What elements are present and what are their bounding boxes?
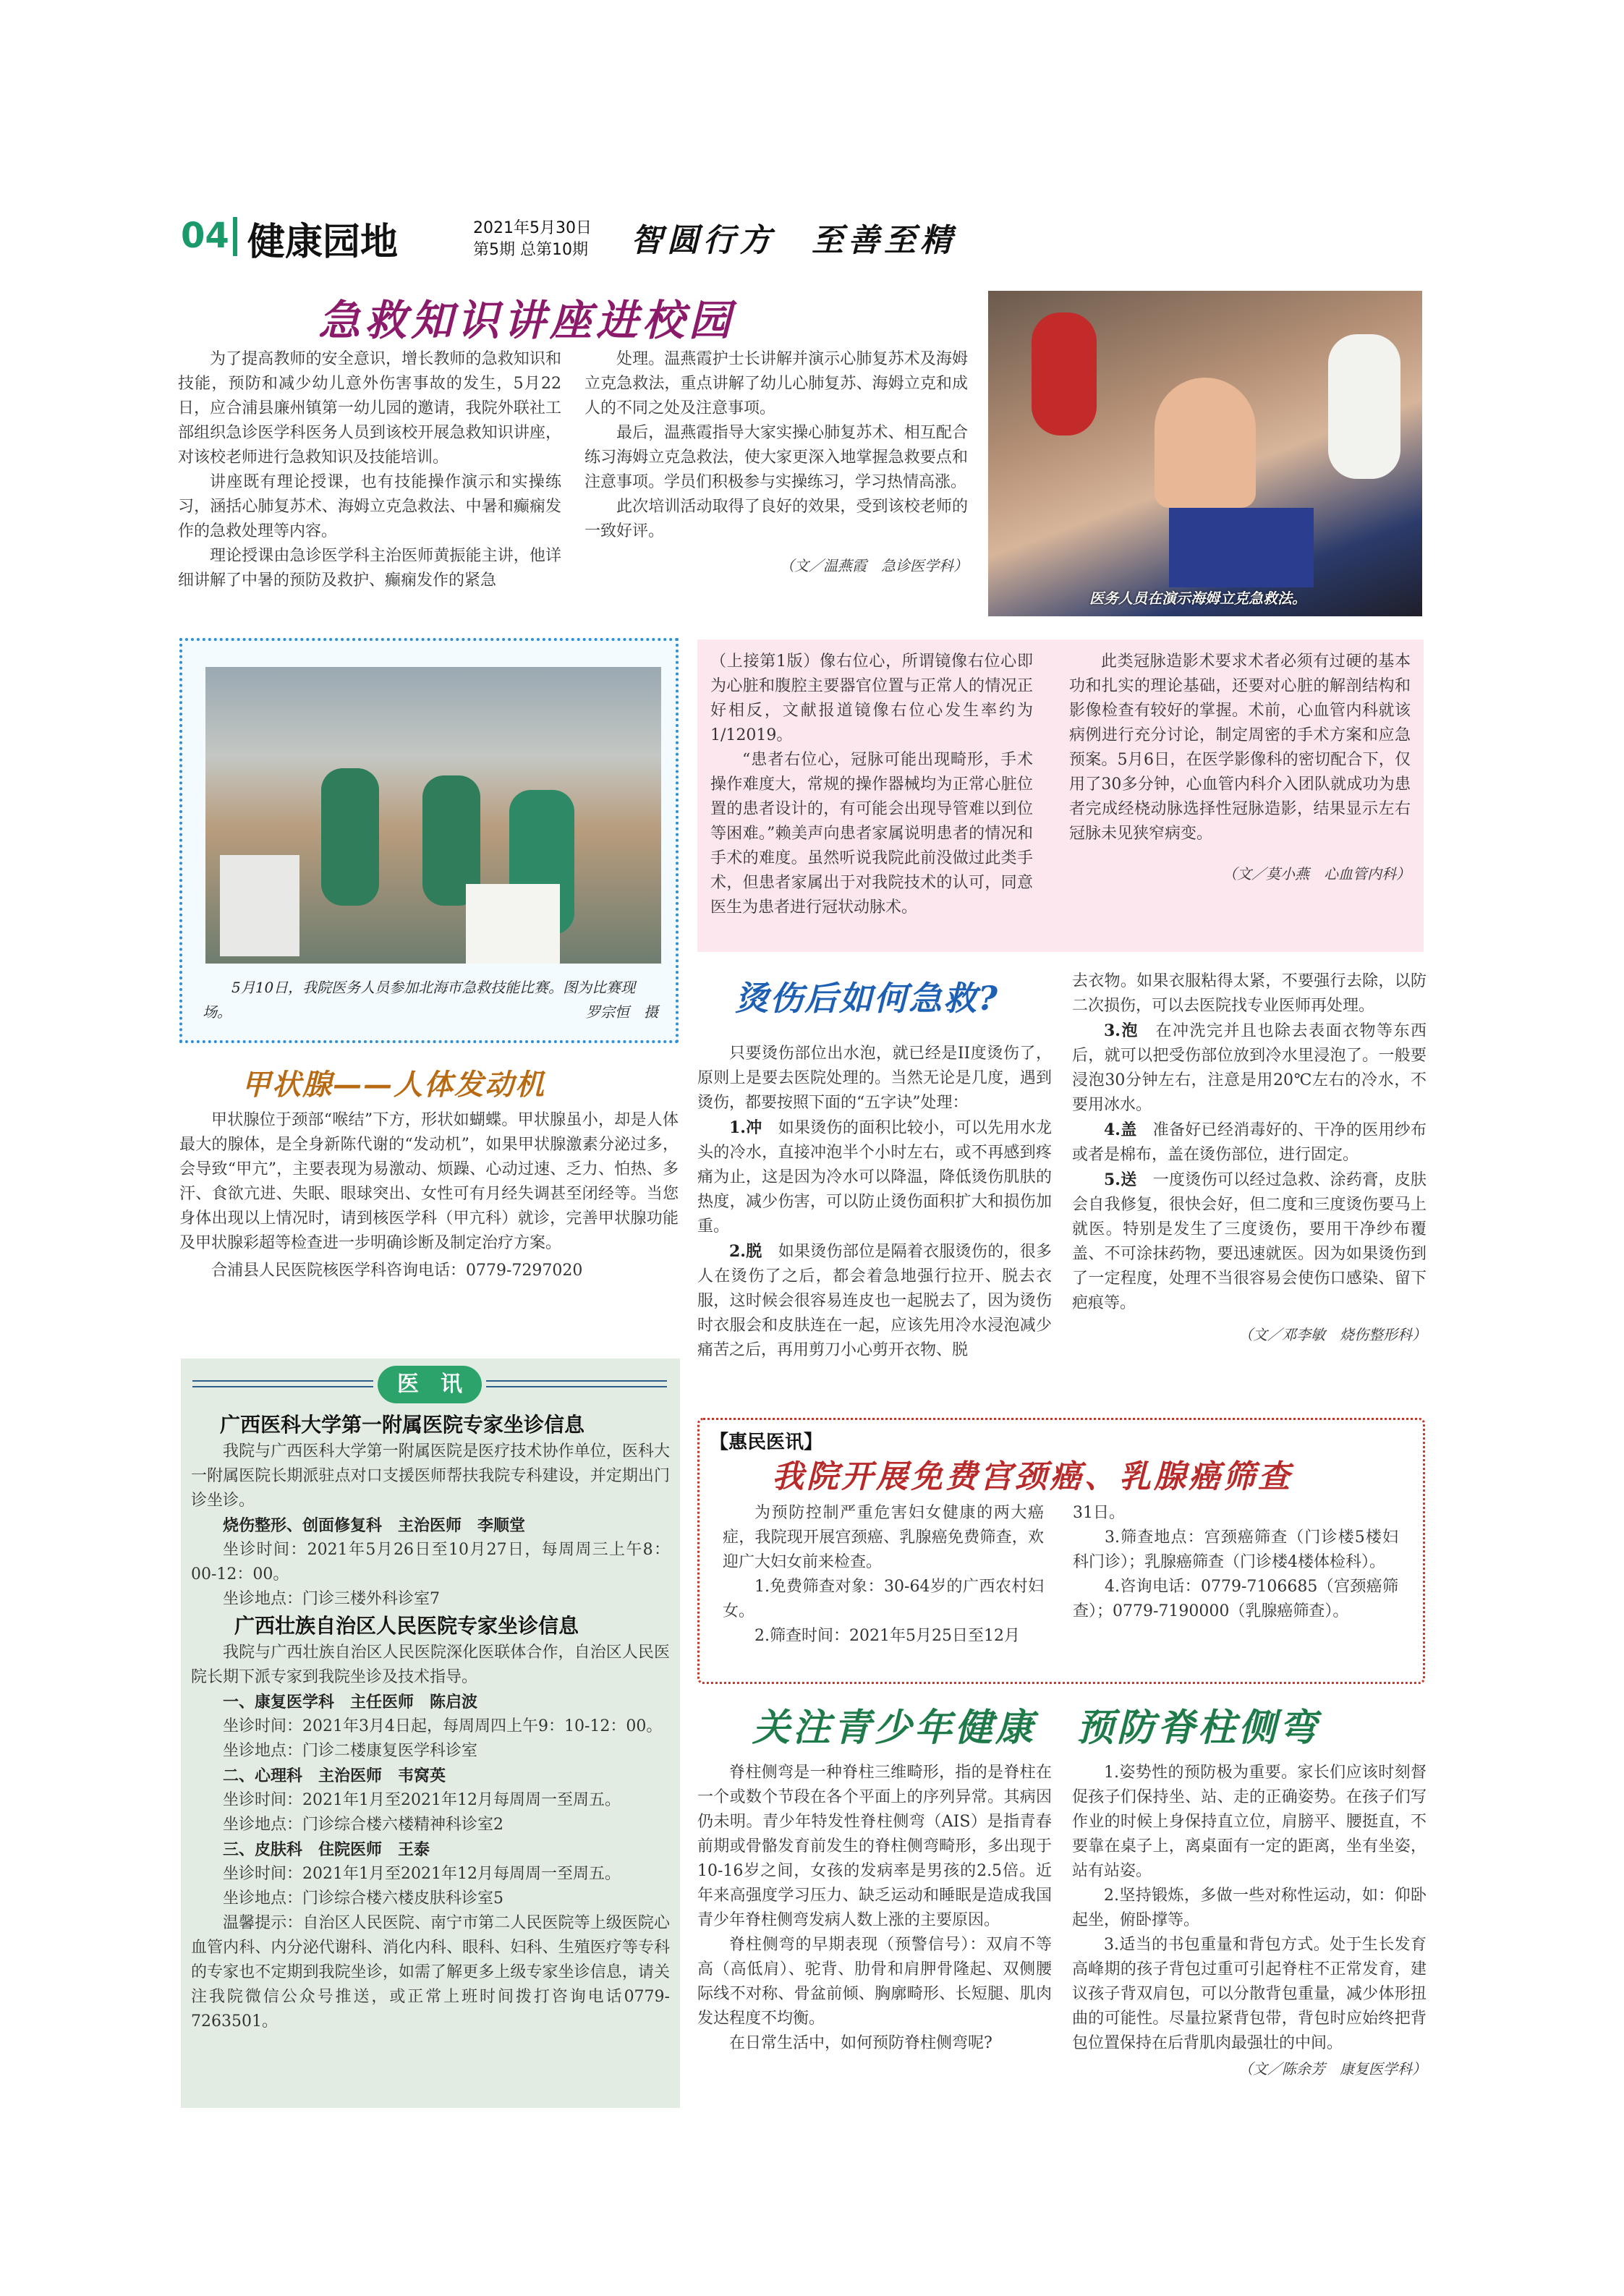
burn-step-text: 一度烫伤可以经过急救、涂药膏，皮肤会自我修复，很快会好，但二度和三度烫伤要马上就医。特别是发生了三度烫伤，要用干净纱布覆盖、不可涂抹药物，要迅速就医。因为如果烫伤到了一定程度，处理不当很容易会使伤口感染、留下疤痕等。 <box>1072 1171 1427 1312</box>
paragraph: 4.咨询电话：0779-7106685（宫颈癌筛查）；0779-7190000（乳腺癌筛查）。 <box>1073 1578 1398 1620</box>
news-location: 坐诊地点：门诊二楼康复医学科诊室 <box>223 1742 478 1760</box>
photo-competition <box>205 667 661 964</box>
continued-col1 <box>710 650 1033 920</box>
news-location: 坐诊地点：门诊三楼外科诊室7 <box>223 1590 440 1608</box>
article-spine-col1 <box>697 1761 1052 2056</box>
paragraph: 处理。温燕霞护士长讲解并演示心肺复苏术及海姆立克急救法，重点讲解了幼儿心肺复苏、海姆立克和成人的不同之处及注意事项。 <box>584 350 968 417</box>
news-rule-right <box>486 1380 667 1387</box>
paragraph: 理论授课由急诊医学科主治医师黄振能主讲，他详细讲解了中暑的预防及救护、癫痫发作的紧急 <box>178 547 561 590</box>
article-title-burn: 烫伤后如何急救? <box>735 979 999 1018</box>
news-location: 坐诊地点：门诊综合楼六楼皮肤科诊室5 <box>223 1889 503 1908</box>
burn-para-text: 只要烫伤部位出水泡，就已经是II度烫伤了，原则上是要去医院处理的。当然无论是几度，遇到烫伤，都要按照下面的“五字诀”处理： <box>697 1045 1052 1112</box>
screening-col2 <box>1073 1501 1398 1624</box>
burn-step-label: 4.盖 <box>1104 1121 1137 1139</box>
paragraph <box>1072 1168 1427 1316</box>
header-slogan: 智圆行方 至善至精 <box>631 222 956 259</box>
header-date: 2021年5月30日 <box>473 219 592 237</box>
paragraph: “患者右位心，冠脉可能出现畸形，手术操作难度大，常规的操作器械均为正常心脏位置的患者设计的，有可能会出现导管难以到位等困难。”赖美声向患者家属说明患者的情况和手术的难度。虽然听说我院此前没做过此类手术，但患者家属出于对我院技术的认可，同意医生为患者进行冠状动脉术。 <box>710 751 1033 917</box>
paragraph <box>1072 1118 1427 1168</box>
news-box <box>181 1359 680 2108</box>
article-spine-col2 <box>1072 1761 1427 2078</box>
paragraph: 2.筛查时间：2021年5月25日至12月 <box>754 1627 1020 1645</box>
news-rule-left <box>192 1380 373 1387</box>
news-time: 坐诊时间：2021年3月4日起，每周周四上午9：10-12：00。 <box>223 1717 663 1735</box>
burn-step-text: 在冲洗完并且也除去表面衣物等东西后，就可以把受伤部位放到冷水里浸泡了。一般要浸泡30分钟左右，注意是用20℃左右的冷水，不要用冰水。 <box>1072 1022 1427 1114</box>
photo-equipment <box>466 884 560 964</box>
paragraph: 1.姿势性的预防极为重要。家长们应该时刻督促孩子们保持坐、站、走的正确姿势。在孩子们写作业的时候上身保持直立位，肩膀平、腰挺直，不要靠在桌子上，离桌面有一定的距离，坐有坐姿，站有站姿。 <box>1072 1764 1427 1880</box>
paragraph <box>697 1239 1052 1363</box>
paragraph: 在日常生活中，如何预防脊柱侧弯呢? <box>729 2034 992 2052</box>
news-location: 坐诊地点：门诊综合楼六楼精神科诊室2 <box>223 1816 503 1834</box>
burn-step-label: 3.泡 <box>1104 1021 1139 1040</box>
burn-step-text: 准备好已经消毒好的、干净的医用纱布或者是棉布，盖在烫伤部位，进行固定。 <box>1072 1121 1427 1164</box>
paragraph: 脊柱侧弯的早期表现（预警信号）：双肩不等高（高低肩）、驼背、肋骨和肩胛骨隆起、双侧腰际线不对称、骨盆前倾、胸廓畸形、长短腿、肌肉发达程度不均衡。 <box>697 1936 1052 2028</box>
paragraph: 3.适当的书包重量和背包方式。处于生长发育高峰期的孩子背包过重可引起脊柱不正常发育，建议孩子背双肩包，可以分散背包重量，减少体形扭曲的可能性。尽量拉紧背包带，背包时应始终把背包位置保持在后背肌肉最强壮的中间。 <box>1072 1936 1427 2052</box>
news-time: 坐诊时间：2021年5月26日至10月27日，每周周三上午8：00-12：00。 <box>191 1541 670 1583</box>
news-tip: 温馨提示：自治区人民医院、南宁市第二人民医院等上级医院心血管内科、内分泌代谢科、消化内科、眼科、妇科、生殖医疗等专科的专家也不定期到我院坐诊，如需了解更多上级专家坐诊信息，请关注我院微信公众号推送，或正常上班时间拨打咨询电话0779-7263501。 <box>191 1914 670 2031</box>
news-doctor: 烧伤整形、创面修复科 主治医师 李顺堂 <box>223 1516 526 1535</box>
paragraph: 此类冠脉造影术要求术者必须有过硬的基本功和扎实的理论基础，还要对心脏的解剖结构和影像检查有较好的掌握。术前，心血管内科就该病例进行充分讨论，制定周密的手术方案和应急预案。5月6日，在医学影像科的密切配合下，仅用了30多分钟，心血管内科介入团队就成功为患者完成经桡动脉选择性冠脉造影，结果显示左右冠脉未见狭窄病变。 <box>1069 652 1411 843</box>
photo-person <box>321 768 379 906</box>
photo-author: 罗宗恒 摄 <box>586 1003 658 1021</box>
header-divider <box>233 217 237 256</box>
burn-step-text: 如果烫伤的面积比较小，可以先用水龙头的冷水，直接冲泡半个小时左右，或不再感到疼痛为止，这是因为冷水可以降温，降低烫伤肌肤的热度，减少伤害，可以防止烫伤面积扩大和损伤加重。 <box>697 1119 1052 1236</box>
screening-tag: 【惠民医讯】 <box>710 1432 823 1453</box>
continued-article-box <box>697 639 1424 952</box>
caption-text: 5月10日，我院医务人员参加北海市急救技能比赛。图为比赛现场。 <box>203 979 636 1021</box>
news-heading: 广西壮族自治区人民医院专家坐诊信息 <box>234 1614 579 1638</box>
paragraph: 脊柱侧弯是一种脊柱三维畸形，指的是脊柱在一个或数个节段在各个平面上的序列异常。其病因仍未明。青少年特发性脊柱侧弯（AIS）是指青春前期或骨骼发育前发生的脊柱侧弯畸形，多出现于10-16岁之间，女孩的发病率是男孩的2.5倍。近年来高强度学习压力、缺乏运动和睡眠是造成我国青少年脊柱侧弯发病人数上涨的主要原因。 <box>697 1764 1052 1929</box>
photo-person <box>1328 334 1400 479</box>
photo-caption: 医务人员在演示海姆立克急救法。 <box>1089 590 1306 607</box>
burn-step-text: 如果烫伤部位是隔着衣服烫伤的，很多人在烫伤了之后，都会着急地强行拉开、脱去衣服，这时候会很容易连皮也一起脱去了，因为烫伤时衣服会和皮肤连在一起，应该先用冷水浸泡减少痛苦之后，再用剪刀小心剪开衣物、脱 <box>697 1243 1052 1359</box>
screening-title: 我院开展免费宫颈癌、乳腺癌筛查 <box>772 1458 1293 1495</box>
photo-figure <box>1155 378 1256 508</box>
article-title-first-aid: 急救知识讲座进校园 <box>318 296 736 345</box>
photo-heimlich-demo <box>988 291 1422 616</box>
paragraph: 我院与广西医科大学第一附属医院是医疗技术协作单位，医科大一附属医院长期派驻点对口支援医师帮扶我院专科建设，并定期出门诊坐诊。 <box>191 1442 670 1510</box>
photo-box-competition <box>179 638 679 1043</box>
article-credit: （文／温燕霞 急诊医学科） <box>780 557 968 574</box>
article-credit: （文／陈余芳 康复医学科） <box>1238 2060 1427 2078</box>
paragraph: 甲状腺位于颈部“喉结”下方，形状如蝴蝶。甲状腺虽小，却是人体最大的腺体，是全身新陈代谢的“发动机”，如果甲状腺激素分泌过多，会导致“甲亢”，主要表现为易激动、烦躁、心动过速、乏力、怕热、多汗、食欲亢进、失眠、眼球突出、女性可有月经失调甚至闭经等。当您身体出现以上情况时，请到核医学科（甲亢科）就诊，完善甲状腺功能及甲状腺彩超等检查进一步明确诊断及制定治疗方案。 <box>179 1111 679 1252</box>
screening-box <box>697 1418 1425 1684</box>
burn-step-label: 1.冲 <box>729 1118 762 1137</box>
paragraph: 讲座既有理论授课，也有技能操作演示和实操练习，涵括心肺复苏术、海姆立克急救法、中暑和癫痫发作的急救处理等内容。 <box>178 473 561 540</box>
photo-box-caption <box>203 975 658 1024</box>
burn-step-label: 2.脱 <box>729 1242 762 1261</box>
article-title-thyroid: 甲状腺——人体发动机 <box>242 1068 545 1102</box>
paragraph: 合浦县人民医院核医学科咨询电话：0779-7297020 <box>211 1262 583 1280</box>
paragraph <box>1072 969 1427 1019</box>
news-time: 坐诊时间：2021年1月至2021年12月每周周一至周五。 <box>223 1791 621 1809</box>
article-thyroid-body <box>179 1108 679 1283</box>
header-issue: 第5期 总第10期 <box>473 241 588 259</box>
paragraph: 2.坚持锻炼，多做一些对称性运动，如：仰卧起坐，俯卧撑等。 <box>1072 1887 1427 1929</box>
paragraph: 3.筛查地点：宫颈癌筛查（门诊楼5楼妇科门诊）；乳腺癌筛查（门诊楼4楼体检科）。 <box>1073 1528 1398 1571</box>
screening-col1 <box>723 1501 1044 1649</box>
paragraph: （上接第1版）像右位心，所谓镜像右位心即为心脏和腹腔主要器官位置与正常人的情况正好相反，文献报道镜像右位心发生率约为1/12019。 <box>710 652 1033 744</box>
paragraph: 我院与广西壮族自治区人民医院深化医联体合作，自治区人民医院长期下派专家到我院坐诊及技术指导。 <box>191 1644 670 1686</box>
paragraph <box>697 1115 1052 1239</box>
continued-col2 <box>1069 650 1411 883</box>
news-doctor: 一、康复医学科 主任医师 陈启波 <box>223 1693 478 1712</box>
paragraph: 此次培训活动取得了良好的效果，受到该校老师的一致好评。 <box>584 498 968 540</box>
article-first-aid-col1 <box>178 347 561 593</box>
paragraph: 最后，温燕霞指导大家实操心肺复苏术、相互配合练习海姆立克急救法，使大家更深入地掌握急救要点和注意事项。学员们积极参与实操练习，学习热情高涨。 <box>584 424 968 491</box>
burn-para-text: 去衣物。如果衣服粘得太紧，不要强行去除，以防二次损伤，可以去医院找专业医师再处理。 <box>1072 972 1427 1015</box>
article-title-spine: 关注青少年健康 预防脊柱侧弯 <box>752 1706 1320 1750</box>
article-credit: （文／邓李敏 烧伤整形科） <box>1238 1326 1427 1343</box>
page-header <box>181 211 1447 269</box>
article-burn-col1 <box>697 1042 1052 1363</box>
news-doctor: 二、心理科 主治医师 韦窝英 <box>223 1766 446 1785</box>
article-burn-col2 <box>1072 969 1427 1344</box>
photo-mat <box>1169 508 1314 587</box>
page-number: 04 <box>181 216 229 256</box>
news-time: 坐诊时间：2021年1月至2021年12月每周周一至周五。 <box>223 1865 621 1883</box>
photo-cart <box>220 855 299 956</box>
news-label: 医 讯 <box>378 1366 482 1403</box>
paragraph: 为预防控制严重危害妇女健康的两大癌症，我院现开展宫颈癌、乳腺癌免费筛查，欢迎广大妇女前来检查。 <box>723 1504 1044 1571</box>
paragraph: 1.免费筛查对象：30-64岁的广西农村妇女。 <box>723 1578 1044 1620</box>
news-doctor: 三、皮肤科 住院医师 王泰 <box>223 1840 430 1859</box>
paragraph: 31日。 <box>1073 1504 1125 1522</box>
section-title: 健康园地 <box>247 221 399 264</box>
news-heading: 广西医科大学第一附属医院专家坐诊信息 <box>220 1413 585 1437</box>
article-first-aid-col2 <box>584 347 968 575</box>
paragraph: 为了提高教师的安全意识，增长教师的急救知识和技能，预防和减少幼儿意外伤害事故的发生，5月22日，应合浦县廉州镇第一幼儿园的邀请，我院外联社工部组织急诊医学科医务人员到该校开展急救知识讲座，对该校老师进行急救知识及技能培训。 <box>178 350 561 467</box>
burn-step-label: 5.送 <box>1104 1170 1137 1189</box>
paragraph <box>1072 1019 1427 1118</box>
photo-person <box>1032 312 1097 435</box>
news-body <box>191 1411 670 2034</box>
article-credit: （文／莫小燕 心血管内科） <box>1223 865 1411 883</box>
paragraph <box>697 1042 1052 1115</box>
